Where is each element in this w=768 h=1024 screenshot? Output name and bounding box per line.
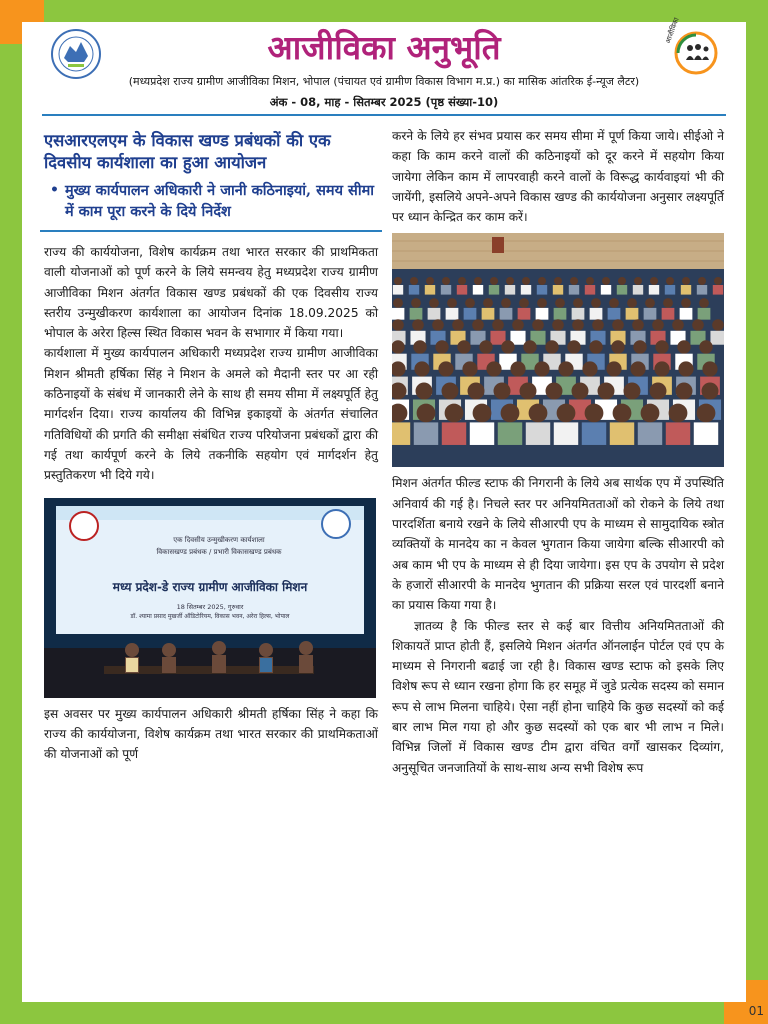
newsletter-page	[22, 16, 746, 1002]
article-paragraph-1: राज्य की कार्ययोजना, विशेष कार्यक्रम तथा भारत सरकार की प्राथमिकता वाली योजनाओं को पूर्ण करने के लिये समन्वय हेतु मध्यप्रदेश राज्य ग्रामीण आजीविका मिशन अंतर्गत विकास खण्ड प्रबंधकों की एक दिवसीय राज्य स्तरीय उन्मुखीकरण कार्यशाला का आयोजन दिनांक 18.09.2025 को भोपाल के अरेरा हिल्स स्थित विकास भवन के सभागार में किया गया।	[44, 245, 378, 341]
article-paragraph-4: करने के लिये हर संभव प्रयास कर समय सीमा में पूर्ण किया जाये। सीईओ ने कहा कि काम करने वालों की कठिनाइयों को दूर करने में सहयोग किया जायेगा लेकिन काम में लापरवाही करने वालों के विरूद्ध कार्यवाइयां भी की जायेंगी, इसलिये अपने-अपने विकास खण्ड की कार्ययोजना अनुसार लक्ष्यपूर्ति पर ध्यान केन्द्रित कर काम करें।	[392, 129, 724, 225]
left-column	[44, 130, 378, 764]
frame-bottom	[0, 1002, 768, 1024]
corner-accent-top-left-h	[0, 0, 44, 22]
banner-line-3: मध्य प्रदेश-डे राज्य ग्रामीण आजीविका मिशन	[112, 579, 308, 594]
article-paragraph-6: ज्ञातव्य है कि फील्ड स्तर से कई बार वित्तीय अनियमितताओं की शिकायतें प्राप्त होती हैं, इसलिये मिशन अंतर्गत ऑनलाईन पोर्टल एवं एप के माध्यम से निगरानी बढाई जा रही है। विकास खण्ड स्टाफ को इसके लिए विशेष रूप से ध्यान रखना होगा कि हर समूह में जुडे प्रत्येक सदस्य को समान रूप से लाभ मिलना चाहिये। ऐसा नहीं होना चाहिये कि कुछ सदस्यों को कई बार लाभ मिल गया हो और कुछ सदस्यों को एक बार भी लाभ न मिले। विभिन्न जिलों में विकास खण्ड टीम द्वारा वंचित वर्गों खासकर दिव्यांग, अनुसूचित जनजातियों के साथ-साथ अन्य सभी विशेष रूप	[392, 618, 724, 775]
banner-line-5: डॉ. श्यामा प्रसाद मुखर्जी ऑडिटोरियम, विकास भवन, अरेरा हिल्स, भोपाल	[130, 612, 290, 620]
article-paragraph-2: कार्यशाला में मुख्य कार्यपालन अधिकारी मध्यप्रदेश राज्य ग्रामीण आजीविका मिशन श्रीमती हर्षिका सिंह ने मिशन के अमले को मैदानी स्तर पर आ रही कठिनाइयों के संबंध में जानकारी लेने के साथ ही समय सीमा में लक्ष्यपूर्ति हेतु मार्गदर्शन दिया। राज्य कार्यालय की विभिन्न इकाइयों के अंतर्गत संचालित गतिविधियों की प्रगति की समीक्षा संबंधित राज्य परियोजना प्रबंधकों द्वारा की गई तथा कार्यपूर्ण करने के लिये तकनीकि सहयोग एवं मार्गदर्शन हेतु प्रस्तुतिकरण भी दिये गये।	[44, 346, 378, 483]
frame-top	[0, 0, 768, 22]
banner-line-4: 18 सितम्बर 2025, गुरुवार	[176, 602, 244, 611]
frame-right	[746, 0, 768, 1024]
audience-photo	[392, 233, 724, 467]
article-sub-headline	[50, 180, 378, 222]
issue-info: अंक - 08, माह - सितम्बर 2025 (पृष्ठ संख्या-10)	[269, 95, 499, 109]
masthead-title: आजीविका अनुभूति	[267, 28, 501, 67]
masthead-subtitle: (मध्यप्रदेश राज्य ग्रामीण आजीविका मिशन, भोपाल (पंचायत एवं ग्रामीण विकास विभाग म.प्र.) का मासिक आंतरिक ई-न्यूज लैटर)	[128, 75, 640, 88]
banner-line-2: विकासखण्ड प्रबंधक / प्रभारी विकासखण्ड प्रबंधक	[156, 547, 282, 556]
banner-line-1: एक दिवसीय उन्मुखीकरण कार्यशाला	[173, 535, 265, 544]
article-paragraph-3: इस अवसर पर मुख्य कार्यपालन अधिकारी श्रीमती हर्षिका सिंह ने कहा कि राज्य की कार्ययोजना, विशेष कार्यक्रम तथा भारत सरकार की प्राथमिकताओं की योजनाओं को पूर्ण	[44, 706, 378, 762]
masthead-divider	[42, 114, 726, 116]
article-headline: एसआरएलएम के विकास खण्ड प्रबंधकों की एक दिवसीय कार्यशाला का हुआ आयोजन	[44, 131, 331, 172]
bullet-icon: •	[50, 182, 59, 198]
stage-photo	[44, 498, 376, 698]
headline-divider	[40, 230, 382, 232]
sub-headline-text: मुख्य कार्यपालन अधिकारी ने जानी कठिनाइयां, समय सीमा में काम पूरा करने के दिये निर्देश	[64, 182, 375, 220]
page-number: 01	[748, 1004, 764, 1018]
srlm-emblem-logo	[50, 28, 102, 80]
aajeevika-logo-text: आजीविका	[664, 16, 681, 45]
article-paragraph-5: मिशन अंतर्गत फील्ड स्टाफ की निगरानी के लिये अब सार्थक एप में उपस्थिति अनिवार्य की गई है। निचले स्तर पर अनियमितताओं को रोकने के लिये तथा पारदर्शिता बनाये रखने के लिये सीआरपी एप के माध्यम से सामुदायिक स्त्रोत व्यक्तियों के मानदेय का न केवल भुगतान किया जायेगा बल्कि सीआरपी को अब काम भी एप के माध्यम से ही दिया जायेगा। इस एप के उपयोग से प्रदेश के हजारों सीआरपी के मानदेय भुगतान की प्रक्रिया सरल एवं पारदर्शी बनाने का प्रयास किया गया है।	[392, 476, 724, 613]
frame-left	[0, 0, 22, 1024]
right-column	[392, 126, 724, 778]
aajeevika-logo	[662, 16, 726, 78]
